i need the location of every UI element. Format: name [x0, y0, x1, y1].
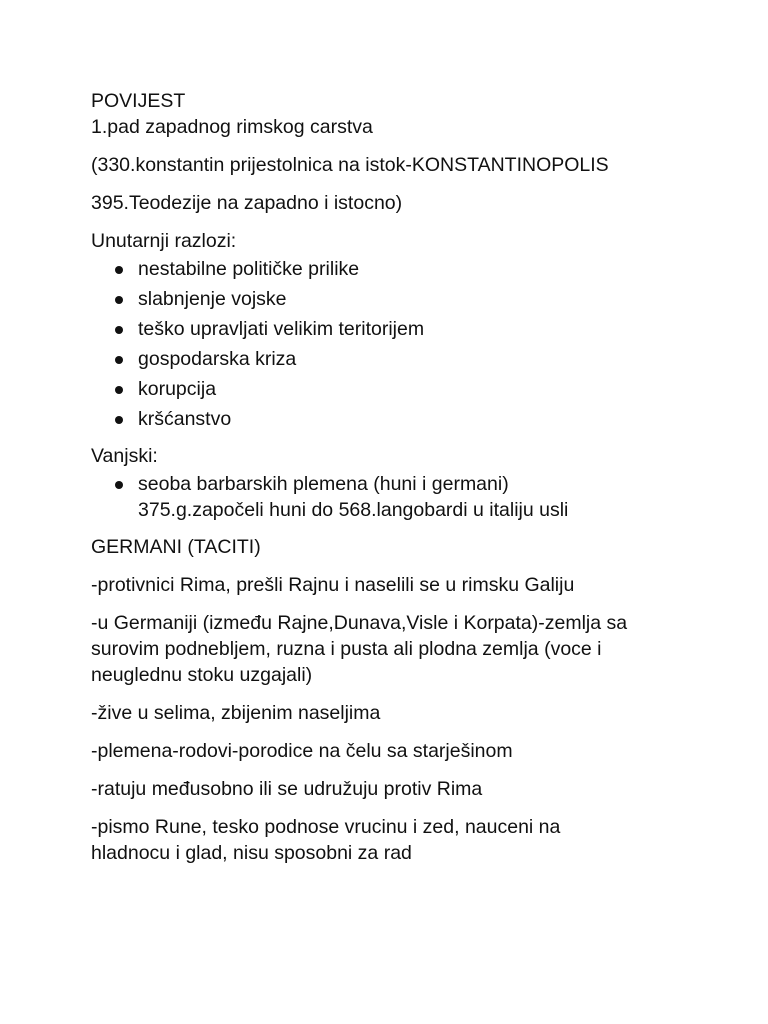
external-reasons-title: Vanjski: [91, 444, 158, 467]
bullet-icon [115, 416, 123, 424]
bullet-icon [115, 356, 123, 364]
bullet-icon [115, 266, 123, 274]
internal-reasons-list [91, 256, 711, 433]
paragraph-395: 395.Teodezije na zapadno i istocno) [91, 192, 403, 214]
bullet-icon [115, 326, 123, 334]
list-item: kršćanstvo [91, 406, 711, 433]
paragraph-1: -protivnici Rima, prešli Rajnu i naselili se u rimsku Galiju [91, 573, 575, 596]
paragraph-2: -u Germaniji (između Rajne,Dunava,Visle i Korpata)-zemlja sa surovim podnebljem, ruzna i pusta ali plodna zemlja (voce i neuglednu stoku uzgajali) [91, 611, 628, 686]
bullet-icon [115, 481, 123, 489]
paragraph-5: -ratuju međusobno ili se udružuju protiv Rima [91, 777, 483, 800]
paragraph-6: -pismo Rune, tesko podnose vrucinu i zed, nauceni na hladnocu i glad, nisu sposobni za rad [91, 815, 561, 864]
section-title: 1.pad zapadnog rimskog carstva [91, 116, 373, 138]
list-item: gospodarska kriza [91, 346, 711, 373]
germani-title: GERMANI (TACITI) [91, 535, 261, 558]
list-item: korupcija [91, 376, 711, 403]
list-item: teško upravljati velikim teritorijem [91, 316, 711, 343]
internal-reasons-title: Unutarnji razlozi: [91, 230, 237, 252]
list-item-continuation: 375.g.započeli huni do 568.langobardi u italiju usli [138, 499, 569, 521]
external-reasons-list [91, 471, 711, 524]
list-item: slabnjenje vojske [91, 286, 711, 313]
page-heading: POVIJEST [91, 90, 186, 112]
bullet-icon [115, 386, 123, 394]
paragraph-4: -plemena-rodovi-porodice na čelu sa starješinom [91, 739, 513, 762]
list-item: seoba barbarskih plemena (huni i germani) 375.g.započeli huni do 568.langobardi u italiju usli [91, 471, 711, 524]
bullet-icon [115, 296, 123, 304]
paragraph-3: -žive u selima, zbijenim naseljima [91, 701, 381, 724]
paragraph-330: (330.konstantin prijestolnica na istok-KONSTANTINOPOLIS [91, 154, 609, 176]
document-page [91, 88, 711, 878]
list-item: nestabilne političke prilike [91, 256, 711, 283]
